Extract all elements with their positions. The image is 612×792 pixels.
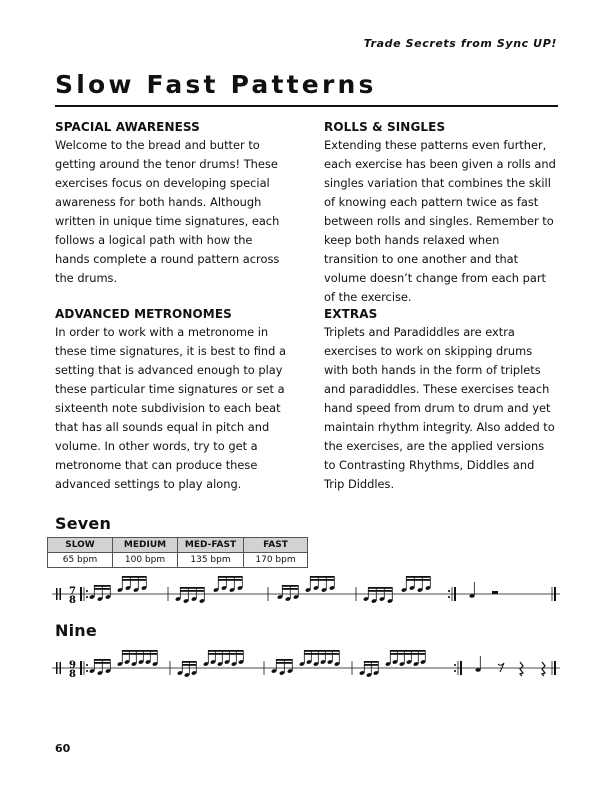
tempo-table — [47, 537, 308, 568]
music-staff-nine — [40, 647, 570, 697]
section-rolls-singles — [324, 120, 556, 307]
beam — [310, 576, 334, 578]
beam — [94, 588, 110, 590]
beam — [368, 587, 392, 589]
beam — [94, 662, 110, 664]
beam — [390, 650, 425, 652]
exercise-title-nine: Nine — [55, 621, 97, 640]
tempo-value-row — [48, 553, 308, 568]
beam — [208, 653, 243, 655]
beam — [122, 653, 157, 655]
notation-group — [52, 576, 560, 604]
section-heading: EXTRAS — [324, 307, 378, 321]
tempo-header: MEDIUM — [113, 538, 178, 553]
tempo-value: 170 bpm — [244, 553, 308, 568]
section-heading: ROLLS & SINGLES — [324, 120, 446, 134]
section-spacial-awareness — [55, 120, 287, 288]
section-body: Welcome to the bread and butter to getting around the tenor drums! These exercises focus on developing special awareness for both hands. Although written in unique time signatures, each follows a logical path with how the hands complete a round pattern across the drums. — [55, 138, 280, 285]
notehead — [469, 594, 474, 598]
repeat-dot — [86, 596, 88, 598]
page-number: 60 — [55, 742, 71, 755]
beam — [276, 659, 292, 661]
beam — [182, 664, 196, 666]
time-signature-top: 9 — [69, 660, 76, 671]
repeat-dot — [86, 664, 88, 666]
beam — [282, 585, 298, 587]
exercise-title-seven: Seven — [55, 514, 112, 533]
beam — [304, 653, 339, 655]
half-rest — [492, 591, 498, 594]
tempo-header: SLOW — [48, 538, 113, 553]
beam — [304, 650, 339, 652]
tempo-header-row — [48, 538, 308, 553]
beam — [276, 662, 292, 664]
beam — [282, 588, 298, 590]
section-body: Triplets and Paradiddles are extra exercises to work on skipping drums with both hands in the form of triplets and paradiddles. These exercises teach hand speed from drum to drum and yet maintain rhythm integrity. Also added to the exercises, are the applied versions to Contrasting Rhythms, Diddles and Trip Diddles. — [324, 325, 555, 491]
beam — [180, 587, 204, 589]
repeat-dot — [86, 590, 88, 592]
beam — [390, 653, 425, 655]
section-heading: SPACIAL AWARENESS — [55, 120, 200, 134]
beam — [94, 659, 110, 661]
tempo-value: 135 bpm — [178, 553, 244, 568]
beam — [122, 576, 146, 578]
beam — [368, 590, 392, 592]
title-rule — [55, 105, 558, 107]
running-header: Trade Secrets from Sync UP! — [363, 37, 557, 50]
beam — [122, 650, 157, 652]
beam — [94, 585, 110, 587]
repeat-dot — [454, 664, 456, 666]
repeat-dot — [448, 596, 450, 598]
repeat-dot — [454, 670, 456, 672]
section-heading: ADVANCED METRONOMES — [55, 307, 232, 321]
notation-group — [52, 650, 560, 678]
beam — [218, 579, 242, 581]
tempo-header: MED-FAST — [178, 538, 244, 553]
music-staff-seven — [40, 572, 570, 622]
notehead — [475, 668, 480, 672]
beam — [364, 661, 378, 663]
beam — [180, 590, 204, 592]
section-advanced-metronomes — [55, 307, 287, 494]
section-body: In order to work with a metronome in these time signatures, it is best to find a setting that is advanced enough to play these particular time signatures or set a sixteenth note subdivision to each beat that has all sounds equal in pitch and volume. In other words, try to get a metronome that can produce these advanced settings to play along. — [55, 325, 286, 491]
tempo-header: FAST — [244, 538, 308, 553]
beam — [310, 579, 334, 581]
repeat-dot — [448, 590, 450, 592]
quarter-rest — [520, 662, 523, 676]
section-extras — [324, 307, 556, 494]
page-title: Slow Fast Patterns — [55, 70, 377, 99]
beam — [406, 579, 430, 581]
beam — [406, 576, 430, 578]
beam — [182, 661, 196, 663]
beam — [208, 650, 243, 652]
beam — [364, 664, 378, 666]
repeat-dot — [86, 670, 88, 672]
beam — [218, 576, 242, 578]
time-signature-bottom: 8 — [69, 669, 76, 680]
beam — [122, 579, 146, 581]
eighth-rest — [498, 663, 504, 672]
tempo-value: 100 bpm — [113, 553, 178, 568]
section-body: Extending these patterns even further, each exercise has been given a rolls and singles variation that combines the skill of knowing each pattern twice as fast between rolls and singles. Remember to keep both hands relaxed when transition to one another and that volume doesn’t change from each part of the exercise. — [324, 138, 556, 304]
time-signature-bottom: 8 — [69, 595, 76, 606]
quarter-rest — [542, 662, 545, 676]
tempo-value: 65 bpm — [48, 553, 113, 568]
time-signature-top: 7 — [69, 586, 76, 597]
